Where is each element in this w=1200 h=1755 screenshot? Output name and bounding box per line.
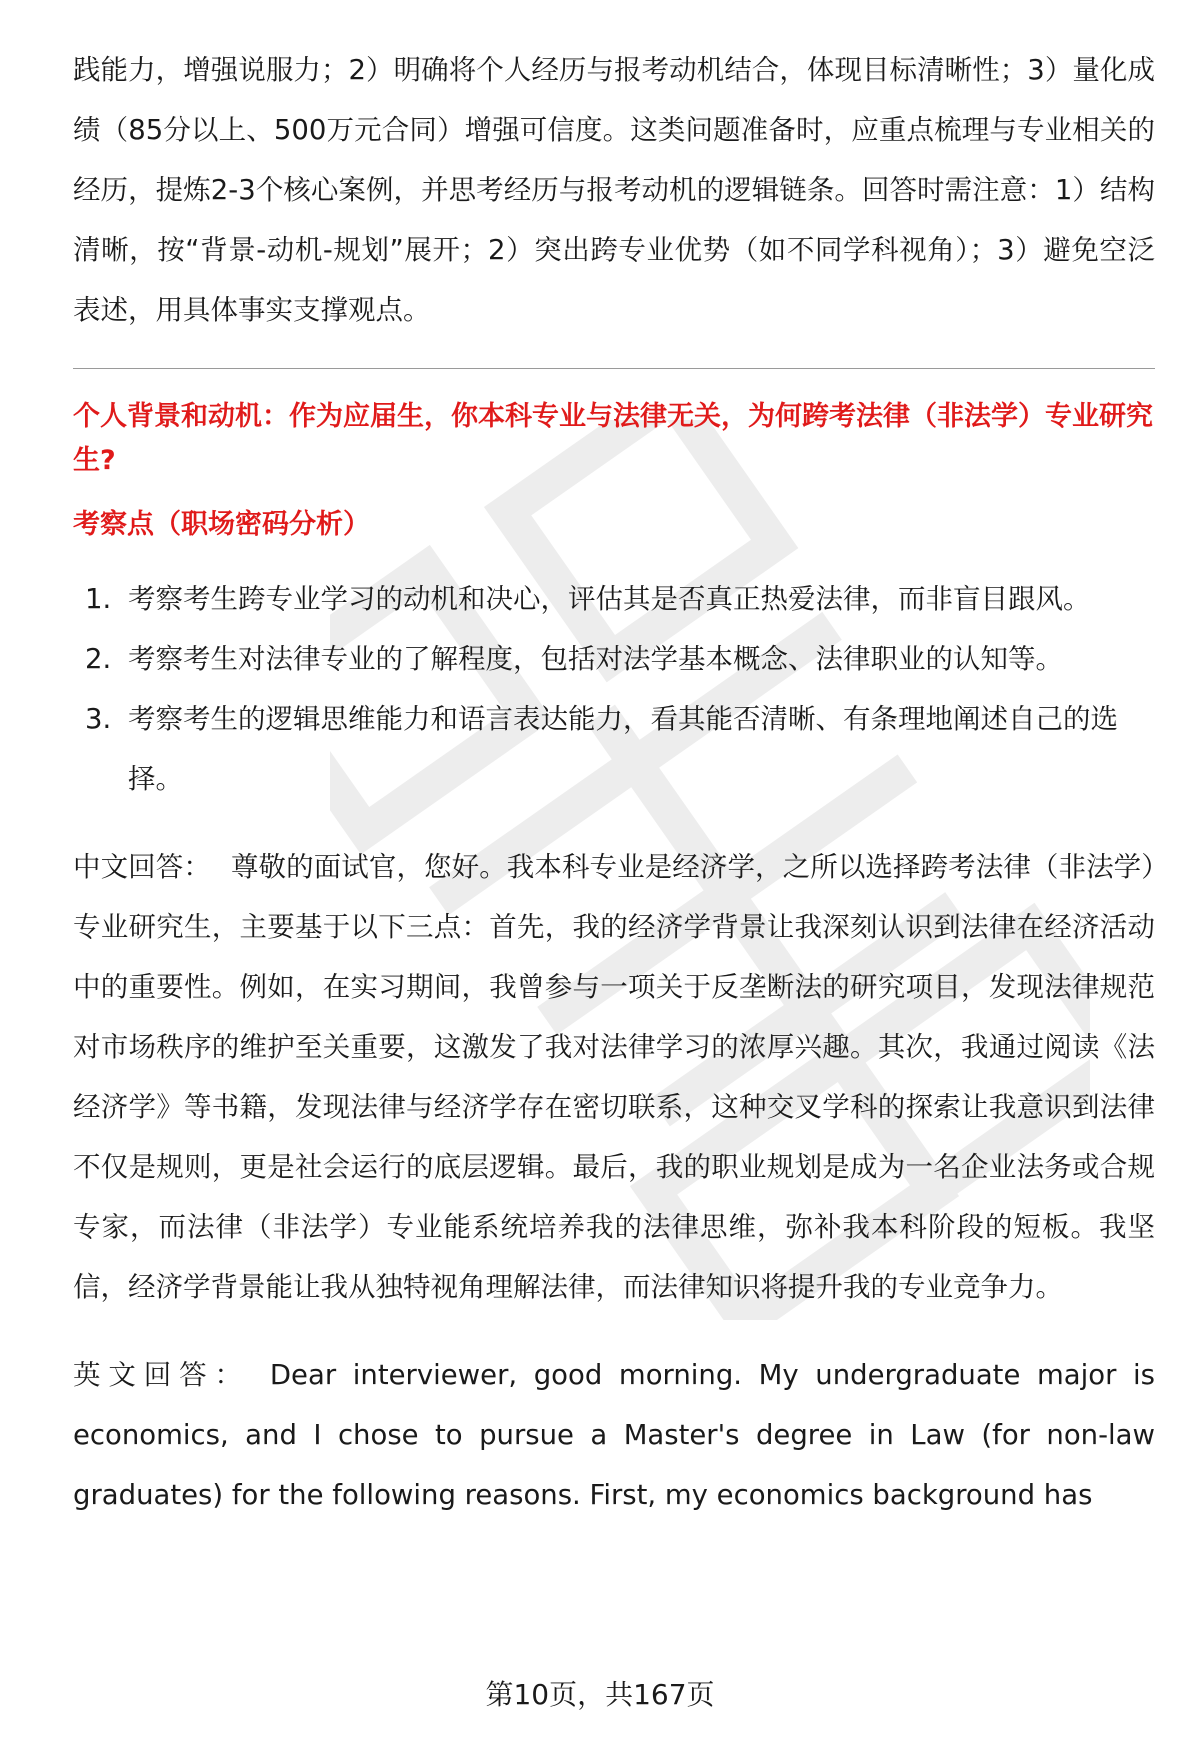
section-divider (73, 368, 1155, 369)
intro-paragraph: 践能力，增强说服力；2）明确将个人经历与报考动机结合，体现目标清晰性；3）量化成绩（85分以上、500万元合同）增强可信度。这类问题准备时，应重点梳理与专业相关的经历，提炼2-3个核心案例，并思考经历与报考动机的逻辑链条。回答时需注意：1）结构清晰，按“背景-动机-规划”展开；2）突出跨专业优势（如不同学科视角）；3）避免空泛表述，用具体事实支撑观点。 (73, 54, 1155, 326)
list-item-text: 考察考生对法律专业的了解程度，包括对法学基本概念、法律职业的认知等。 (128, 643, 1063, 675)
english-answer-text: Dear interviewer, good morning. My undergraduate major is economics, and I chose to pursue a Master's degree in Law (for non-law graduates) for the following reasons. First, my economics background has (73, 1359, 1155, 1511)
question-title: 个人背景和动机：作为应届生，你本科专业与法律无关，为何跨考法律（非法学）专业研究生? (73, 401, 1153, 476)
assessment-points-list (73, 569, 1155, 809)
assessment-points-heading: 考察点（职场密码分析） (73, 509, 370, 540)
spacer (73, 809, 1155, 837)
spacer (73, 1317, 1155, 1345)
list-item (73, 629, 1155, 689)
document-page (73, 40, 1155, 1525)
chinese-answer-label: 中文回答： (73, 851, 211, 883)
english-answer (73, 1345, 1155, 1525)
list-item-text: 考察考生的逻辑思维能力和语言表达能力，看其能否清晰、有条理地阐述自己的选择。 (128, 703, 1118, 795)
list-item-number: 1. (85, 583, 112, 615)
list-item (73, 689, 1155, 809)
list-item-text: 考察考生跨专业学习的动机和决心，评估其是否真正热爱法律，而非盲目跟风。 (128, 583, 1091, 615)
chinese-answer (73, 837, 1155, 1317)
list-item-number: 2. (85, 643, 112, 675)
page-footer: 第10页，共167页 (485, 1678, 715, 1711)
list-item (73, 569, 1155, 629)
english-answer-label: 英文回答： (73, 1359, 250, 1391)
list-item-number: 3. (85, 703, 112, 735)
chinese-answer-text: 尊敬的面试官，您好。我本科专业是经济学，之所以选择跨考法律（非法学）专业研究生，主要基于以下三点：首先，我的经济学背景让我深刻认识到法律在经济活动中的重要性。例如，在实习期间，我曾参与一项关于反垄断法的研究项目，发现法律规范对市场秩序的维护至关重要，这激发了我对法律学习的浓厚兴趣。其次，我通过阅读《法经济学》等书籍，发现法律与经济学存在密切联系，这种交叉学科的探索让我意识到法律不仅是规则，更是社会运行的底层逻辑。最后，我的职业规划是成为一名企业法务或合规专家，而法律（非法学）专业能系统培养我的法律思维，弥补我本科阶段的短板。我坚信，经济学背景能让我从独特视角理解法律，而法律知识将提升我的专业竞争力。 (73, 851, 1156, 1303)
